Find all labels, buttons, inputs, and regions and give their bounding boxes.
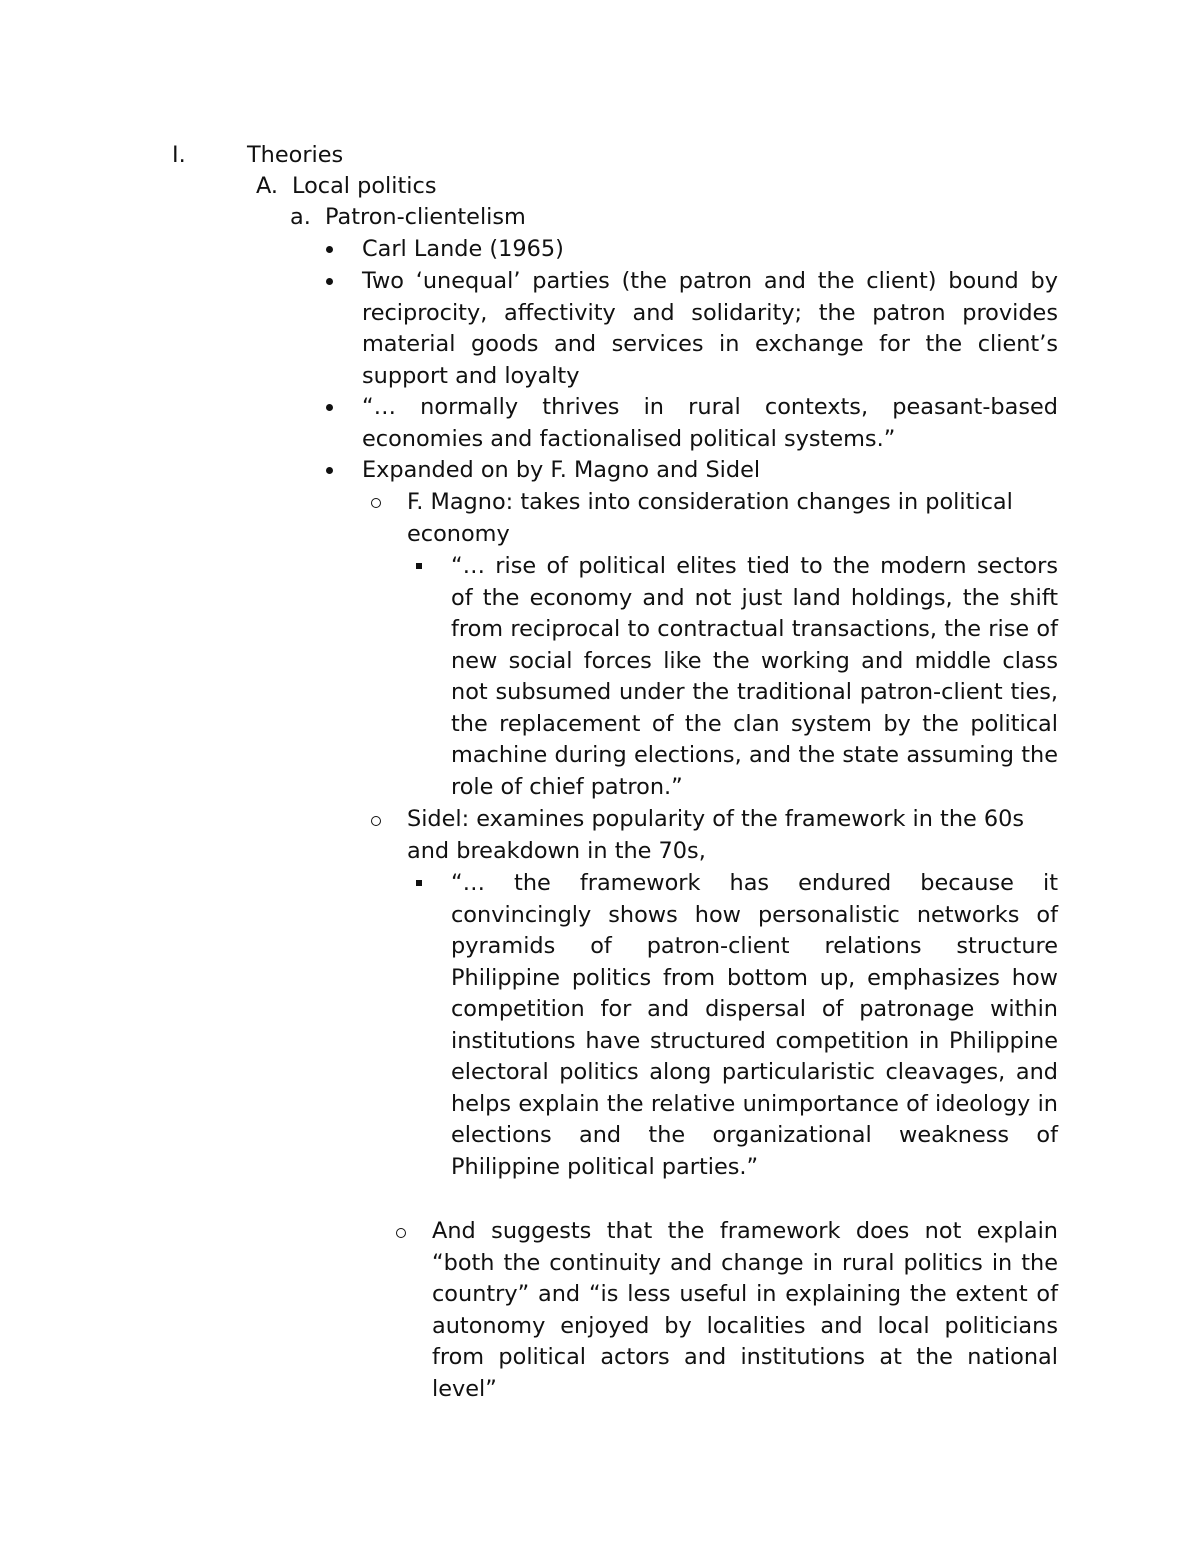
square-bullet-icon	[416, 563, 422, 569]
circle-bullet-icon	[371, 816, 381, 826]
heading-level-2-text: Local politics	[292, 173, 437, 199]
heading-level-1-text: Theories	[247, 142, 344, 168]
heading-level-1	[172, 140, 1072, 172]
bullet-item-expanded-on: Expanded on by F. Magno and Sidel	[362, 457, 761, 483]
sub-item-f-magno: F. Magno: takes into consideration changes in political economy	[407, 489, 1013, 547]
circle-bullet-icon	[396, 1228, 406, 1238]
bullet-dot-icon	[326, 278, 333, 285]
square-bullet-icon	[416, 880, 422, 886]
bullet-item-rural-contexts: “… normally thrives in rural contexts, peasant-based economies and factionalised political systems.”	[362, 394, 1058, 452]
bullet-dot-icon	[326, 246, 333, 253]
sub-item-and-suggests: And suggests that the framework does not explain “both the continuity and change in rural politics in the country” and “is less useful in explaining the extent of autonomy enjoyed by localities and local politicians from political actors and institutions at the national level”	[432, 1218, 1058, 1402]
heading-level-3-text: Patron-clientelism	[325, 204, 526, 230]
bullet-item-unequal-parties: Two ‘unequal’ parties (the patron and the client) bound by reciprocity, affectivity and solidarity; the patron provides material goods and services in exchange for the client’s support and loyalty	[362, 268, 1058, 389]
sub-sub-item-sidel-quote: “… the framework has endured because it convincingly shows how personalistic networks of pyramids of patron-client relations structure Philippine politics from bottom up, emphasizes how competition for and dispersal of patronage within institutions have structured competition in Philippine electoral politics along particularistic cleavages, and helps explain the relative unimportance of ideology in elections and the organizational weakness of Philippine political parties.”	[451, 870, 1058, 1180]
sub-item-sidel: Sidel: examines popularity of the framework in the 60s and breakdown in the 70s,	[407, 806, 1025, 864]
circle-bullet-icon	[371, 498, 381, 508]
letter-marker-upper: A.	[256, 173, 279, 199]
bullet-dot-icon	[326, 404, 333, 411]
bullet-dot-icon	[326, 467, 333, 474]
heading-level-3	[290, 202, 1060, 234]
sub-sub-item-magno-quote: “… rise of political elites tied to the modern sectors of the economy and not just land holdings, the shift from reciprocal to contractual transactions, the rise of new social forces like the working and middle class not subsumed under the traditional patron-client ties, the replacement of the clan system by the political machine during elections, and the state assuming the role of chief patron.”	[451, 553, 1058, 800]
heading-level-2	[256, 171, 1056, 203]
letter-marker-lower: a.	[290, 204, 311, 230]
roman-numeral-marker: I.	[172, 142, 186, 168]
bullet-item-carl-lande: Carl Lande (1965)	[362, 236, 564, 262]
